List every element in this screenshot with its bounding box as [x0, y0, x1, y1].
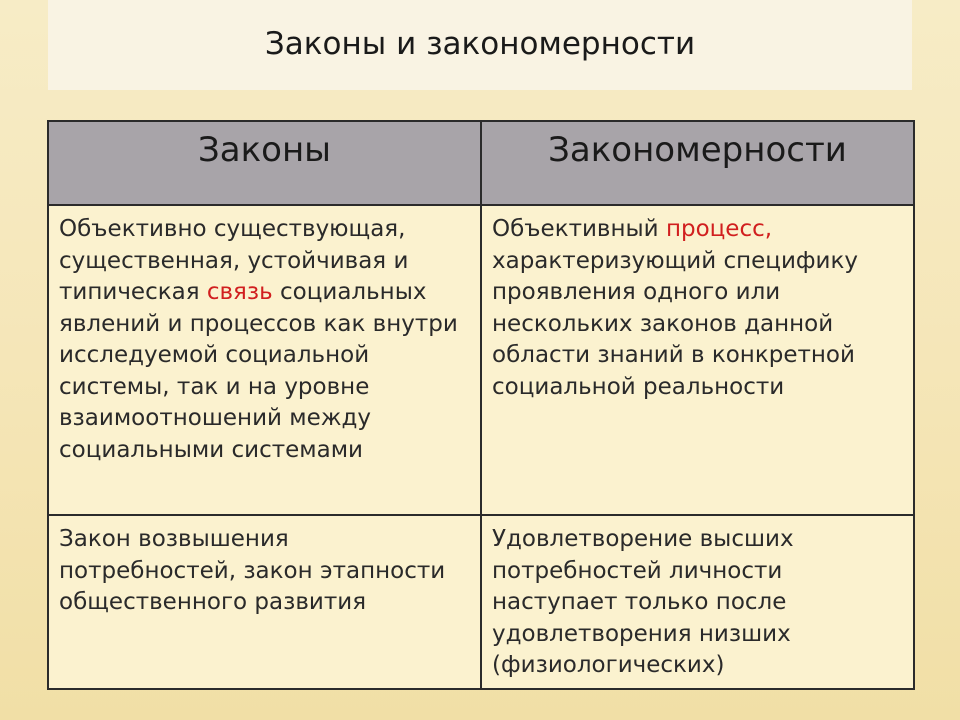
table-row [48, 205, 914, 515]
laws-definition-highlight: связь [206, 279, 273, 305]
laws-definition-cell [48, 205, 481, 515]
laws-comparison-table [47, 120, 915, 690]
header-laws: Законы [48, 121, 481, 205]
table-row [48, 515, 914, 689]
patterns-definition-text: Объективный [492, 216, 666, 242]
laws-example-cell: Закон возвышения потребностей, закон этапности общественного развития [48, 515, 481, 689]
patterns-definition-text-rest: характеризующий специфику проявления одного или нескольких законов данной области знаний в конкретной социальной реальности [492, 247, 859, 400]
header-patterns: Закономерности [481, 121, 914, 205]
laws-definition-text-rest: социальных явлений и процессов как внутри исследуемой социальной системы, так и на уровне взаимоотношений между социальными системами [59, 279, 458, 463]
table-header-row [48, 121, 914, 205]
laws-definition-text: Объективно существующая, существенная, устойчивая и типическая [59, 216, 409, 305]
patterns-definition-cell [481, 205, 914, 515]
slide-title: Законы и закономерности [264, 26, 696, 62]
patterns-definition-highlight: процесс, [665, 216, 773, 242]
patterns-example-cell: Удовлетворение высших потребностей личности наступает только после удовлетворения низших (физиологических) [481, 515, 914, 689]
